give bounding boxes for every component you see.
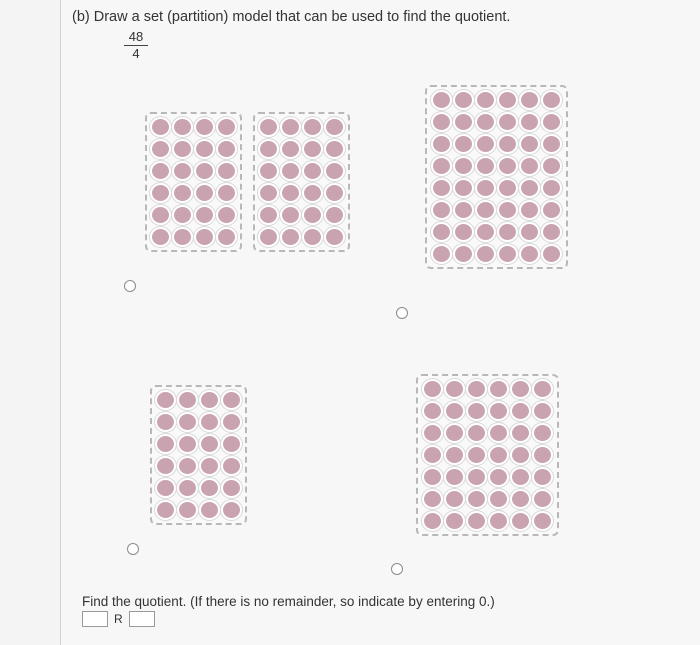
counter-dot — [519, 222, 540, 242]
counter-dot — [172, 183, 193, 203]
counter-dot — [510, 401, 531, 421]
counter-dot — [194, 117, 215, 137]
counter-dot — [199, 456, 220, 476]
counter-dot — [280, 139, 301, 159]
counter-dot — [532, 489, 553, 509]
counter-dot — [258, 205, 279, 225]
option-b-radio[interactable] — [396, 307, 408, 319]
counter-dot — [422, 445, 443, 465]
counter-dot — [302, 117, 323, 137]
counter-dot — [475, 134, 496, 154]
counter-dot — [199, 390, 220, 410]
counter-dot — [453, 244, 474, 264]
counter-dot — [466, 511, 487, 531]
question-panel — [60, 0, 700, 645]
counter-dot — [221, 456, 242, 476]
counter-dot — [475, 200, 496, 220]
counter-dot — [497, 244, 518, 264]
option-a-radio[interactable] — [124, 280, 136, 292]
counter-dot — [324, 117, 345, 137]
counter-dot — [172, 205, 193, 225]
counter-dot — [431, 222, 452, 242]
option-b-group-1 — [425, 85, 568, 269]
counter-dot — [475, 244, 496, 264]
counter-dot — [519, 200, 540, 220]
option-d-group-1 — [416, 374, 559, 536]
counter-dot — [199, 434, 220, 454]
counter-dot — [466, 489, 487, 509]
counter-dot — [532, 401, 553, 421]
counter-dot — [422, 401, 443, 421]
counter-dot — [541, 222, 562, 242]
answer-row — [82, 611, 155, 627]
counter-dot — [541, 90, 562, 110]
counter-dot — [324, 205, 345, 225]
counter-dot — [177, 456, 198, 476]
question-text: (b) Draw a set (partition) model that can be used to find the quotient. — [72, 9, 511, 25]
option-c-group-1 — [150, 385, 247, 525]
counter-dot — [150, 161, 171, 181]
counter-dot — [431, 244, 452, 264]
counter-dot — [150, 183, 171, 203]
counter-dot — [519, 134, 540, 154]
counter-dot — [280, 117, 301, 137]
counter-dot — [194, 205, 215, 225]
counter-dot — [194, 227, 215, 247]
counter-dot — [519, 244, 540, 264]
counter-dot — [488, 511, 509, 531]
counter-dot — [172, 139, 193, 159]
counter-dot — [216, 183, 237, 203]
counter-dot — [431, 90, 452, 110]
counter-dot — [155, 456, 176, 476]
counter-dot — [177, 412, 198, 432]
counter-dot — [258, 161, 279, 181]
counter-dot — [466, 401, 487, 421]
fraction-numerator: 48 — [124, 30, 148, 46]
option-a-group-1 — [145, 112, 242, 252]
counter-dot — [453, 134, 474, 154]
counter-dot — [177, 478, 198, 498]
counter-dot — [541, 244, 562, 264]
counter-dot — [302, 161, 323, 181]
counter-dot — [216, 139, 237, 159]
counter-dot — [519, 90, 540, 110]
counter-dot — [177, 434, 198, 454]
counter-dot — [258, 227, 279, 247]
counter-dot — [150, 139, 171, 159]
counter-dot — [519, 112, 540, 132]
counter-dot — [194, 161, 215, 181]
counter-dot — [155, 412, 176, 432]
counter-dot — [510, 379, 531, 399]
counter-dot — [510, 489, 531, 509]
counter-dot — [488, 423, 509, 443]
counter-dot — [431, 178, 452, 198]
counter-dot — [221, 390, 242, 410]
counter-dot — [532, 445, 553, 465]
counter-dot — [444, 467, 465, 487]
counter-dot — [453, 222, 474, 242]
counter-dot — [541, 156, 562, 176]
counter-dot — [466, 379, 487, 399]
counter-dot — [532, 511, 553, 531]
counter-dot — [475, 178, 496, 198]
counter-dot — [258, 183, 279, 203]
counter-dot — [155, 434, 176, 454]
counter-dot — [488, 467, 509, 487]
counter-dot — [221, 434, 242, 454]
counter-dot — [488, 489, 509, 509]
counter-dot — [497, 222, 518, 242]
counter-dot — [221, 478, 242, 498]
counter-dot — [453, 90, 474, 110]
counter-dot — [155, 478, 176, 498]
counter-dot — [150, 205, 171, 225]
counter-dot — [155, 390, 176, 410]
counter-dot — [177, 390, 198, 410]
counter-dot — [150, 117, 171, 137]
counter-dot — [216, 227, 237, 247]
option-a-group-2 — [253, 112, 350, 252]
counter-dot — [302, 227, 323, 247]
counter-dot — [172, 117, 193, 137]
counter-dot — [519, 178, 540, 198]
counter-dot — [199, 412, 220, 432]
counter-dot — [280, 227, 301, 247]
counter-dot — [422, 379, 443, 399]
counter-dot — [532, 379, 553, 399]
fraction — [124, 30, 148, 61]
counter-dot — [216, 161, 237, 181]
counter-dot — [497, 178, 518, 198]
counter-dot — [488, 445, 509, 465]
counter-dot — [422, 511, 443, 531]
counter-dot — [466, 467, 487, 487]
counter-dot — [216, 117, 237, 137]
counter-dot — [280, 205, 301, 225]
counter-dot — [194, 139, 215, 159]
counter-dot — [453, 156, 474, 176]
counter-dot — [431, 134, 452, 154]
counter-dot — [497, 156, 518, 176]
counter-dot — [422, 489, 443, 509]
counter-dot — [444, 379, 465, 399]
counter-dot — [475, 156, 496, 176]
counter-dot — [497, 134, 518, 154]
counter-dot — [541, 178, 562, 198]
counter-dot — [510, 423, 531, 443]
quotient-input[interactable] — [82, 611, 108, 627]
counter-dot — [194, 183, 215, 203]
counter-dot — [280, 161, 301, 181]
counter-dot — [324, 139, 345, 159]
counter-dot — [497, 112, 518, 132]
counter-dot — [453, 200, 474, 220]
counter-dot — [258, 117, 279, 137]
counter-dot — [172, 161, 193, 181]
counter-dot — [475, 90, 496, 110]
counter-dot — [258, 139, 279, 159]
counter-dot — [324, 183, 345, 203]
fraction-denominator: 4 — [132, 46, 140, 61]
counter-dot — [172, 227, 193, 247]
counter-dot — [221, 500, 242, 520]
counter-dot — [488, 379, 509, 399]
counter-dot — [431, 156, 452, 176]
counter-dot — [422, 423, 443, 443]
counter-dot — [532, 423, 553, 443]
counter-dot — [541, 134, 562, 154]
counter-dot — [510, 511, 531, 531]
counter-dot — [302, 139, 323, 159]
option-d-radio[interactable] — [391, 563, 403, 575]
counter-dot — [541, 200, 562, 220]
counter-dot — [280, 183, 301, 203]
counter-dot — [199, 478, 220, 498]
answer-prompt: Find the quotient. (If there is no remainder, so indicate by entering 0.) — [82, 594, 495, 609]
counter-dot — [177, 500, 198, 520]
counter-dot — [150, 227, 171, 247]
counter-dot — [510, 445, 531, 465]
counter-dot — [324, 161, 345, 181]
option-c-radio[interactable] — [127, 543, 139, 555]
counter-dot — [541, 112, 562, 132]
counter-dot — [444, 511, 465, 531]
counter-dot — [519, 156, 540, 176]
counter-dot — [497, 90, 518, 110]
counter-dot — [453, 178, 474, 198]
counter-dot — [510, 467, 531, 487]
counter-dot — [488, 401, 509, 421]
counter-dot — [444, 423, 465, 443]
counter-dot — [302, 183, 323, 203]
counter-dot — [466, 445, 487, 465]
remainder-label: R — [114, 612, 123, 626]
counter-dot — [453, 112, 474, 132]
counter-dot — [444, 445, 465, 465]
counter-dot — [324, 227, 345, 247]
counter-dot — [431, 200, 452, 220]
counter-dot — [466, 423, 487, 443]
counter-dot — [444, 489, 465, 509]
counter-dot — [431, 112, 452, 132]
counter-dot — [155, 500, 176, 520]
counter-dot — [444, 401, 465, 421]
counter-dot — [221, 412, 242, 432]
counter-dot — [475, 112, 496, 132]
counter-dot — [302, 205, 323, 225]
counter-dot — [475, 222, 496, 242]
counter-dot — [216, 205, 237, 225]
counter-dot — [199, 500, 220, 520]
counter-dot — [422, 467, 443, 487]
counter-dot — [532, 467, 553, 487]
counter-dot — [497, 200, 518, 220]
remainder-input[interactable] — [129, 611, 155, 627]
